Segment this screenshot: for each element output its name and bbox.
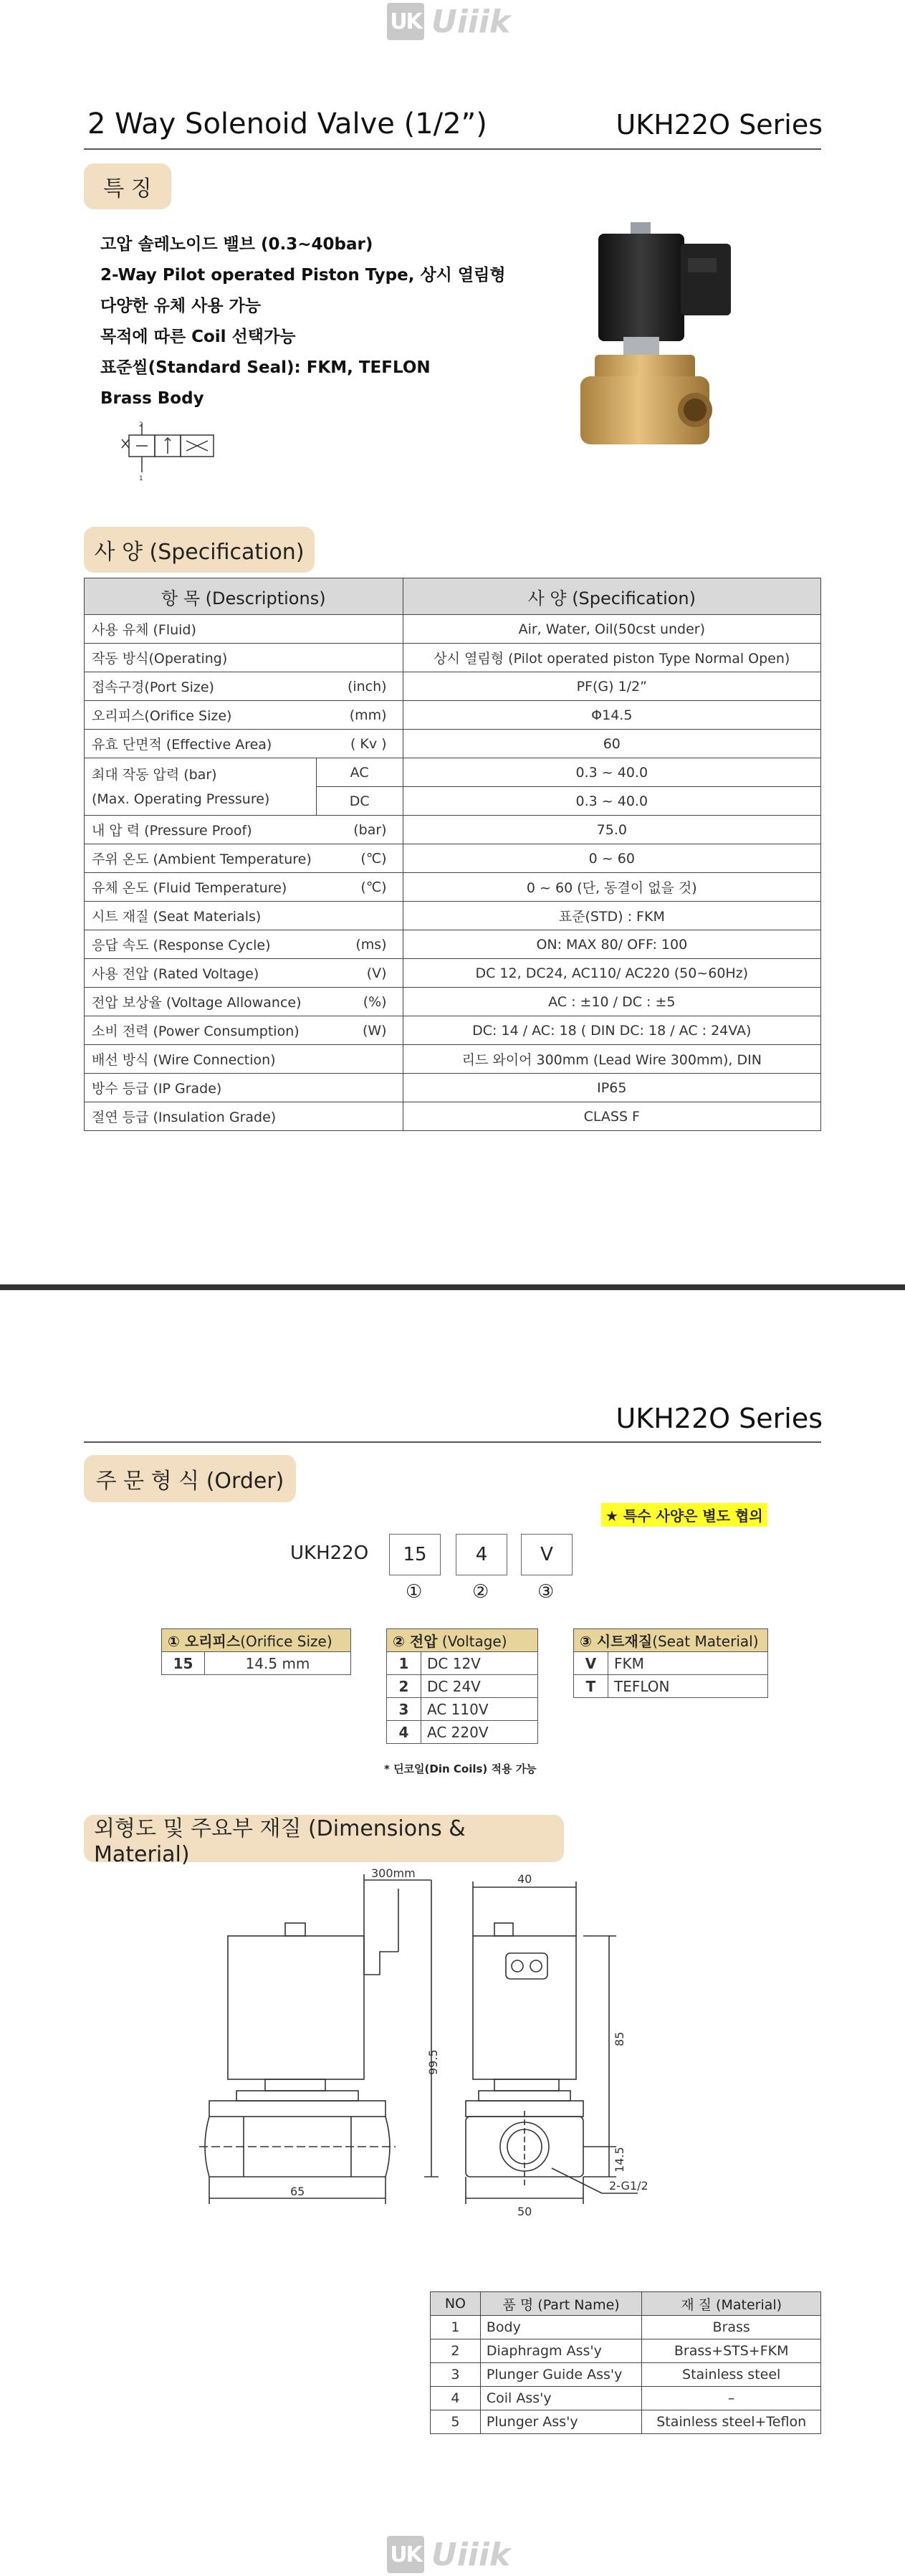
spec-desc-label: 배선 방식 (Wire Connection) — [92, 1052, 276, 1068]
voltage-value: DC 24V — [421, 1675, 538, 1698]
dim-port-height: 14.5 — [613, 2147, 626, 2172]
spec-header-desc: 항 목 (Descriptions) — [85, 578, 403, 615]
logo-mark: UK — [387, 3, 424, 40]
spec-desc-label: 응답 속도 (Response Cycle) — [92, 938, 271, 953]
spec-unit: (ms) — [355, 936, 387, 953]
table-row — [85, 1016, 821, 1045]
table-row — [85, 988, 821, 1016]
svg-text:1: 1 — [139, 475, 143, 482]
brand-logo-bottom — [387, 2533, 518, 2576]
spec-desc-label: 주위 온도 (Ambient Temperature) — [92, 851, 312, 867]
dims-tag: 외형도 및 주요부 재질 (Dimensions & Material) — [84, 1815, 564, 1862]
voltage-header — [387, 1629, 538, 1652]
spec-value: CLASS F — [403, 1102, 820, 1131]
table-row — [387, 1675, 538, 1698]
spec-desc-label: 내 압 력 (Pressure Proof) — [92, 823, 252, 839]
spec-desc-label: 오리피스(Orifice Size) — [92, 708, 232, 724]
part-no: 3 — [431, 2363, 481, 2387]
seat-code: T — [574, 1675, 608, 1698]
orifice-code: 15 — [162, 1652, 205, 1675]
page-title: 2 Way Solenoid Valve (1/2”) — [87, 108, 487, 140]
dim-lead: 300mm — [371, 1867, 416, 1880]
table-row — [574, 1675, 768, 1698]
table-row — [85, 701, 821, 730]
spec-desc — [85, 730, 403, 758]
spec-unit: (%) — [363, 993, 387, 1010]
spec-unit: (℃) — [360, 850, 387, 867]
spec-desc-label: 절연 등급 (Insulation Grade) — [92, 1110, 277, 1125]
table-row — [431, 2339, 821, 2363]
parts-header-row — [431, 2292, 821, 2316]
orifice-header — [162, 1629, 351, 1652]
spec-sub-dc: DC — [316, 787, 403, 816]
spec-desc — [85, 902, 403, 930]
spec-desc — [85, 701, 403, 730]
table-row — [85, 902, 821, 930]
table-row — [431, 2387, 821, 2410]
feature-item: 표준씰(Standard Seal): FKM, TEFLON — [100, 358, 431, 377]
orifice-header-en: (Orifice Size) — [240, 1633, 332, 1650]
part-name: Body — [480, 2316, 641, 2339]
spec-desc-label: 소비 전력 (Power Consumption) — [92, 1024, 300, 1039]
logo-word: Uiiik — [431, 3, 511, 40]
part-material: Brass+STS+FKM — [642, 2339, 821, 2363]
table-row — [85, 1102, 821, 1131]
spec-value: Air, Water, Oil(50cst under) — [403, 615, 820, 644]
voltage-code: 4 — [387, 1721, 421, 1744]
order-model: UKH22O — [290, 1542, 369, 1564]
spec-sub-ac: AC — [316, 758, 403, 787]
feature-item: 고압 솔레노이드 밸브 (0.3~40bar) — [100, 235, 373, 254]
spec-value: Φ14.5 — [403, 701, 820, 730]
valve-symbol-icon — [115, 419, 222, 484]
spec-desc — [85, 959, 403, 988]
part-no: 5 — [431, 2410, 481, 2434]
spec-value: 상시 열림형 (Pilot operated piston Type Normal Open) — [403, 644, 820, 672]
parts-table — [430, 2291, 821, 2434]
voltage-table — [386, 1628, 538, 1744]
spec-desc-label-2: (Max. Operating Pressure) — [92, 791, 270, 807]
orifice-table — [161, 1628, 351, 1675]
dim-width-side: 50 — [517, 2205, 532, 2218]
valve-product-image — [573, 215, 781, 473]
table-row — [85, 1074, 821, 1102]
seat-value: TEFLON — [608, 1675, 768, 1698]
table-row — [431, 2363, 821, 2387]
order-circle-3: ③ — [537, 1581, 555, 1603]
table-row — [85, 959, 821, 988]
part-no: 4 — [431, 2387, 481, 2410]
spec-desc — [85, 1102, 403, 1131]
spec-value: IP65 — [403, 1074, 820, 1102]
table-row — [85, 758, 821, 787]
part-no: 1 — [431, 2316, 481, 2339]
part-material: Brass — [642, 2316, 821, 2339]
spec-value: 0.3 ~ 40.0 — [403, 758, 820, 787]
part-name: Coil Ass'y — [480, 2387, 641, 2410]
series-title: UKH22O Series — [616, 109, 823, 140]
spec-desc-label: 시트 재질 (Seat Materials) — [92, 909, 262, 925]
spec-desc — [85, 1045, 403, 1074]
table-row — [162, 1652, 351, 1675]
seat-code: V — [574, 1652, 608, 1675]
seat-header — [574, 1629, 768, 1652]
spec-unit: (inch) — [347, 678, 387, 695]
spec-tag: 사 양 (Specification) — [84, 527, 315, 573]
orifice-header-ko: ① 오리피스 — [168, 1633, 241, 1650]
part-name: Plunger Ass'y — [480, 2410, 641, 2434]
dim-width-front: 65 — [290, 2185, 305, 2198]
table-row — [387, 1698, 538, 1721]
spec-value: AC : ±10 / DC : ±5 — [403, 988, 820, 1016]
spec-unit: (mm) — [349, 707, 387, 723]
voltage-value: DC 12V — [421, 1652, 538, 1675]
voltage-code: 2 — [387, 1675, 421, 1698]
spec-desc-label: 작동 방식(Operating) — [92, 651, 228, 667]
spec-value: ON: MAX 80/ OFF: 100 — [403, 930, 820, 959]
feature-item: 다양한 유체 사용 가능 — [100, 297, 261, 315]
voltage-header-en: (Voltage) — [437, 1633, 507, 1650]
spec-desc-label: 유체 온도 (Fluid Temperature) — [92, 880, 287, 896]
spec-desc-label: 유효 단면적 (Effective Area) — [92, 737, 272, 753]
table-row — [431, 2410, 821, 2434]
dim-thread: 2-G1/2 — [609, 2179, 648, 2193]
svg-text:2: 2 — [139, 421, 143, 429]
voltage-header-ko: ② 전압 — [393, 1633, 438, 1650]
title-rule-2 — [84, 1441, 821, 1443]
dim-side-height: 85 — [613, 2031, 626, 2046]
table-row — [85, 615, 821, 644]
voltage-value: AC 220V — [421, 1721, 538, 1744]
spec-desc — [85, 816, 403, 844]
spec-desc-label: 접속구경(Port Size) — [92, 679, 214, 695]
spec-value: 표준(STD) : FKM — [403, 902, 820, 930]
order-code-orifice: 15 — [389, 1534, 441, 1575]
part-material: – — [642, 2387, 821, 2410]
spec-header-spec: 사 양 (Specification) — [403, 578, 820, 615]
table-row — [85, 1045, 821, 1074]
parts-header-no: NO — [431, 2292, 481, 2316]
voltage-value: AC 110V — [421, 1698, 538, 1721]
part-name: Diaphragm Ass'y — [480, 2339, 641, 2363]
table-row — [387, 1652, 538, 1675]
spec-desc-label: 사용 유체 (Fluid) — [92, 622, 196, 638]
table-row — [85, 672, 821, 701]
spec-value: DC 12, DC24, AC110/ AC220 (50~60Hz) — [403, 959, 820, 988]
spec-desc — [85, 844, 403, 873]
seat-header-en: (Seat Material) — [652, 1633, 759, 1650]
dimension-drawing — [193, 1867, 695, 2269]
feature-item: 목적에 따른 Coil 선택가능 — [100, 328, 296, 346]
table-row — [85, 930, 821, 959]
spec-desc — [85, 988, 403, 1016]
feature-item: 2-Way Pilot operated Piston Type, 상시 열림형 — [100, 266, 506, 285]
part-material: Stainless steel+Teflon — [642, 2410, 821, 2434]
parts-header-material: 재 질 (Material) — [642, 2292, 821, 2316]
spec-desc-label: 방수 등급 (IP Grade) — [92, 1081, 222, 1097]
spec-unit: (V) — [366, 965, 387, 981]
order-circle-1: ① — [406, 1581, 423, 1603]
table-row — [85, 730, 821, 758]
table-row — [85, 644, 821, 672]
spec-desc — [85, 930, 403, 959]
seat-value: FKM — [608, 1652, 768, 1675]
table-row — [574, 1652, 768, 1675]
table-row — [387, 1721, 538, 1744]
dim-height: 99.5 — [426, 2049, 440, 2075]
spec-desc — [85, 615, 403, 644]
din-coil-note: * 딘코일(Din Coils) 적용 가능 — [384, 1762, 537, 1775]
spec-desc-label: 사용 전압 (Rated Voltage) — [92, 966, 259, 982]
title-rule — [84, 148, 821, 150]
table-row — [85, 873, 821, 902]
spec-header-row — [85, 578, 821, 615]
spec-value: 리드 와이어 300mm (Lead Wire 300mm), DIN — [403, 1045, 820, 1074]
spec-desc — [85, 1074, 403, 1102]
table-row — [85, 844, 821, 873]
dim-width-side-top: 40 — [517, 1872, 532, 1886]
spec-value: 0 ~ 60 (단, 동결이 없을 것) — [403, 873, 820, 902]
features-tag: 특 징 — [84, 163, 171, 209]
spec-desc — [85, 644, 403, 672]
parts-header-name: 품 명 (Part Name) — [480, 2292, 641, 2316]
spec-value: 60 — [403, 730, 820, 758]
voltage-code: 1 — [387, 1652, 421, 1675]
table-row — [85, 816, 821, 844]
seat-table — [573, 1628, 768, 1698]
spec-value: DC: 14 / AC: 18 ( DIN DC: 18 / AC : 24VA) — [403, 1016, 820, 1045]
spec-desc-label: 전압 보상율 (Voltage Allowance) — [92, 995, 302, 1011]
spec-table — [84, 578, 821, 1131]
seat-header-ko: ③ 시트재질 — [580, 1633, 653, 1650]
feature-item: Brass Body — [100, 389, 204, 408]
brand-logo-top — [387, 0, 518, 43]
spec-unit: (℃) — [360, 879, 387, 895]
table-row — [431, 2316, 821, 2339]
logo-word: Uiiik — [431, 2536, 511, 2573]
order-code-seat: V — [521, 1534, 573, 1575]
spec-unit: (W) — [362, 1022, 387, 1039]
spec-value: 75.0 — [403, 816, 820, 844]
special-spec-note: ★ 특수 사양은 별도 협의 — [601, 1503, 767, 1527]
spec-unit: ( Kv ) — [350, 735, 387, 752]
spec-value: 0.3 ~ 40.0 — [403, 787, 820, 816]
voltage-code: 3 — [387, 1698, 421, 1721]
spec-desc — [85, 672, 403, 701]
part-no: 2 — [431, 2339, 481, 2363]
orifice-value: 14.5 mm — [205, 1652, 351, 1675]
spec-desc — [85, 758, 317, 816]
spec-unit: (bar) — [353, 821, 387, 838]
part-name: Plunger Guide Ass'y — [480, 2363, 641, 2387]
part-material: Stainless steel — [642, 2363, 821, 2387]
spec-desc-label: 최대 작동 압력 (bar) — [92, 766, 217, 783]
spec-value: 0 ~ 60 — [403, 844, 820, 873]
order-code-voltage: 4 — [456, 1534, 507, 1575]
spec-desc — [85, 1016, 403, 1045]
spec-desc — [85, 873, 403, 902]
order-circle-2: ② — [472, 1581, 489, 1603]
spec-value: PF(G) 1/2” — [403, 672, 820, 701]
logo-mark: UK — [387, 2536, 424, 2573]
order-tag: 주 문 형 식 (Order) — [84, 1455, 296, 1502]
series-title-2: UKH22O Series — [616, 1403, 823, 1434]
page-divider — [0, 1284, 905, 1290]
